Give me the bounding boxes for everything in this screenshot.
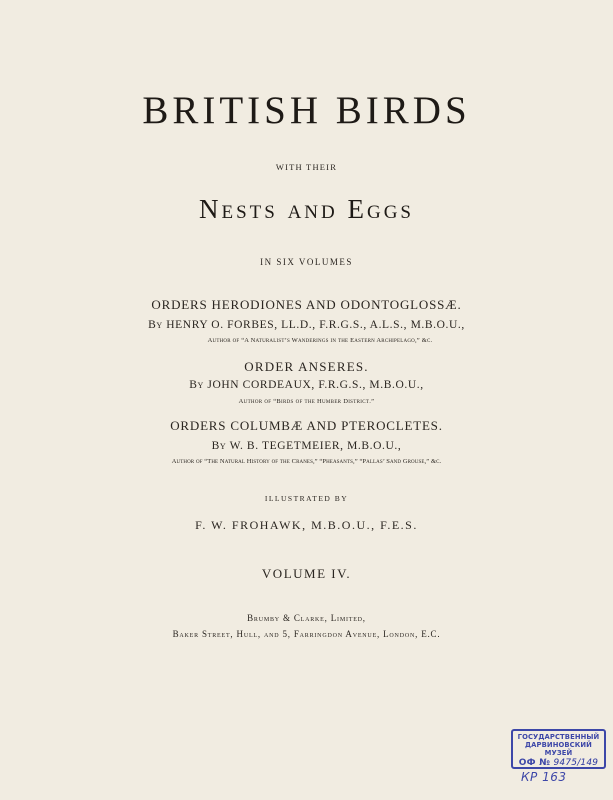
handwritten-catalog-note: КР 163 — [521, 770, 567, 784]
stamp-line-3 — [513, 757, 604, 769]
stamp-line-2: ДАРВИНОВСКИЙ МУЗЕЙ — [525, 741, 592, 757]
volume-number: VOLUME IV. — [261, 566, 352, 581]
with-their-text: WITH THEIR — [275, 162, 338, 172]
author-note-2: Author of “Birds of the Humber District.” — [238, 398, 375, 405]
illustrator-name: F. W. FROHAWK, M.B.O.U., F.E.S. — [195, 518, 418, 532]
author-note-3: Author of “The Natural History of the Cranes,” “Pheasants,” “Pallas’ Sand Grouse,” &c. — [171, 458, 442, 465]
stamp-line-1: ГОСУДАРСТВЕННЫЙ — [517, 733, 600, 741]
by-prefix: By — [148, 319, 163, 331]
stamp-inventory-number: 9475/149 — [553, 758, 599, 768]
author-name-2: JOHN CORDEAUX, F.R.G.S., M.B.O.U., — [207, 379, 424, 391]
author-line-1 — [0, 319, 613, 331]
book-title: BRITISH BIRDS — [142, 89, 471, 132]
orders-heading-1: ORDERS HERODIONES AND ODONTOGLOSSÆ. — [151, 297, 462, 312]
book-subtitle: Nests and Eggs — [198, 194, 414, 224]
publisher-address: Baker Street, Hull, and 5, Farringdon Avenue, London, E.C. — [172, 629, 441, 639]
by-prefix: By — [189, 379, 204, 391]
by-prefix: By — [211, 440, 227, 452]
volumes-note: IN SIX VOLUMES — [260, 257, 353, 267]
author-line-3 — [0, 440, 613, 452]
author-name-1: HENRY O. FORBES, LL.D., F.R.G.S., A.L.S., M.B.O.U., — [166, 319, 465, 331]
orders-heading-2: ORDER ANSERES. — [244, 359, 369, 374]
orders-heading-3: ORDERS COLUMBÆ AND PTEROCLETES. — [170, 418, 443, 433]
illustrated-by-label: ILLUSTRATED BY — [264, 494, 349, 503]
museum-stamp — [511, 729, 606, 769]
author-name-3: W. B. TEGETMEIER, M.B.O.U., — [229, 440, 402, 452]
publisher-name: Brumby & Clarke, Limited, — [247, 613, 366, 623]
author-note-1: Author of “A Naturalist’s Wanderings in the Eastern Archipelago,” &c. — [207, 337, 433, 344]
author-line-2 — [0, 379, 613, 391]
stamp-prefix: ОФ № — [518, 758, 551, 768]
